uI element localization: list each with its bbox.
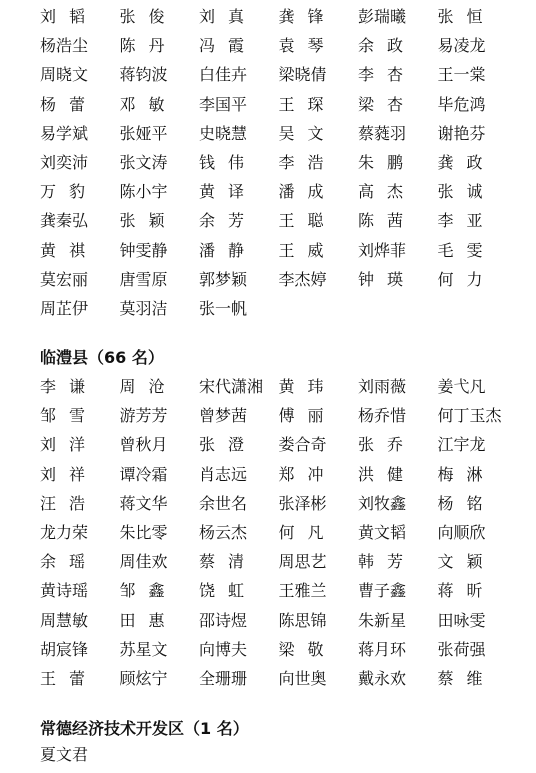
name-entry: 周佳欢	[119, 552, 168, 572]
name-entry: 张乔	[358, 435, 417, 455]
name-entry: 毕危鸿	[437, 94, 486, 114]
name-entry: 黄译	[199, 182, 258, 202]
name-entry: 郑冲	[278, 464, 337, 484]
name-entry: 刘真	[199, 7, 258, 26]
name-entry: 刘祥	[40, 464, 99, 484]
name-entry: 刘烨菲	[358, 240, 407, 260]
name-entry: 张一帆	[199, 298, 248, 318]
name-entry: 顾炫宁	[119, 668, 168, 688]
name-entry: 陈小宇	[119, 182, 168, 202]
name-entry: 张俊	[119, 7, 178, 26]
name-entry: 杨云杰	[199, 522, 248, 542]
name-entry: 梅淋	[437, 464, 496, 484]
name-entry: 刘洋	[40, 435, 99, 455]
name-entry: 王蕾	[40, 668, 99, 688]
name-entry: 周芷伊	[40, 298, 89, 318]
name-entry: 龚政	[437, 152, 496, 172]
name-entry: 陈茜	[358, 211, 417, 231]
name-entry: 蒋钧波	[119, 65, 168, 85]
name-entry: 余芳	[199, 211, 258, 231]
name-entry: 张诚	[437, 182, 496, 202]
section-heading-linli: 临澧县（66 名）	[40, 348, 164, 367]
name-entry: 张泽彬	[278, 493, 327, 513]
name-entry: 杨浩尘	[40, 36, 89, 56]
name-entry: 蔡维	[437, 668, 496, 688]
name-entry: 蒋文华	[119, 493, 168, 513]
name-entry: 唐雪原	[119, 269, 168, 289]
name-entry: 曾秋月	[119, 435, 168, 455]
name-entry: 夏文君	[40, 745, 89, 764]
name-entry: 梁杏	[358, 94, 417, 114]
name-entry: 莫宏丽	[40, 269, 89, 289]
name-entry: 黄玮	[278, 377, 337, 396]
name-entry: 龚秦弘	[40, 211, 89, 231]
name-grid-section-a	[40, 2, 517, 323]
name-entry: 周晓文	[40, 65, 89, 85]
name-entry: 刘雨薇	[358, 377, 407, 396]
name-entry: 何凡	[278, 522, 337, 542]
name-entry: 蒋昕	[437, 581, 496, 601]
name-entry: 何力	[437, 269, 496, 289]
name-entry: 姜弋凡	[437, 377, 486, 396]
name-entry: 龙力荣	[40, 522, 89, 542]
name-entry: 王聪	[278, 211, 337, 231]
name-entry: 黄诗瑶	[40, 581, 89, 601]
name-entry: 杨蕾	[40, 94, 99, 114]
name-entry: 李谦	[40, 377, 99, 396]
name-entry: 黄文韬	[358, 522, 407, 542]
name-entry: 蔡蕤羽	[358, 123, 407, 143]
name-entry: 余瑶	[40, 552, 99, 572]
name-entry: 潘成	[278, 182, 337, 202]
name-entry: 万豹	[40, 182, 99, 202]
name-entry: 王一棠	[437, 65, 486, 85]
name-entry: 刘牧鑫	[358, 493, 407, 513]
name-entry: 李亚	[437, 211, 496, 231]
name-entry: 胡宸锋	[40, 639, 89, 659]
name-entry: 蒋月环	[358, 639, 407, 659]
name-entry: 王雅兰	[278, 581, 327, 601]
name-entry: 张荷强	[437, 639, 486, 659]
name-entry: 黄祺	[40, 240, 99, 260]
name-entry: 洪健	[358, 464, 417, 484]
name-entry: 王威	[278, 240, 337, 260]
name-entry: 宋代潇湘	[199, 377, 264, 396]
name-entry: 莫羽洁	[119, 298, 168, 318]
name-entry: 陈丹	[119, 36, 178, 56]
name-entry: 龚锋	[278, 7, 337, 26]
name-entry: 吴文	[278, 123, 337, 143]
name-entry: 蔡清	[199, 552, 258, 572]
name-entry: 钱伟	[199, 152, 258, 172]
name-entry: 周慧敏	[40, 610, 89, 630]
name-entry: 高杰	[358, 182, 417, 202]
name-entry: 曹子鑫	[358, 581, 407, 601]
name-entry: 向博夫	[199, 639, 248, 659]
name-entry: 钟瑛	[358, 269, 417, 289]
name-entry: 何丁玉杰	[437, 406, 502, 426]
name-entry: 潘静	[199, 240, 258, 260]
name-entry: 谭冷霜	[119, 464, 168, 484]
name-entry: 钟雯静	[119, 240, 168, 260]
name-entry: 饶虹	[199, 581, 258, 601]
name-entry: 戴永欢	[358, 668, 407, 688]
name-entry: 刘奕沛	[40, 152, 89, 172]
name-entry: 刘韬	[40, 7, 99, 26]
name-entry: 全珊珊	[199, 668, 248, 688]
name-grid-linli	[40, 372, 517, 693]
name-entry: 朱鹏	[358, 152, 417, 172]
name-entry: 向世奥	[278, 668, 327, 688]
name-entry: 梁晓倩	[278, 65, 327, 85]
name-entry: 傅丽	[278, 406, 337, 426]
name-entry: 余世名	[199, 493, 248, 513]
name-entry: 张娅平	[119, 123, 168, 143]
name-entry: 朱比零	[119, 522, 168, 542]
name-entry: 韩芳	[358, 552, 417, 572]
name-entry: 肖志远	[199, 464, 248, 484]
name-entry: 毛雯	[437, 240, 496, 260]
name-entry: 汪浩	[40, 493, 99, 513]
name-entry: 袁琴	[278, 36, 337, 56]
name-entry: 邵诗煜	[199, 610, 248, 630]
name-entry: 游芳芳	[119, 406, 168, 426]
name-entry: 田咏雯	[437, 610, 486, 630]
name-entry: 郭梦颖	[199, 269, 248, 289]
name-entry: 李浩	[278, 152, 337, 172]
name-entry: 冯霞	[199, 36, 258, 56]
name-entry: 易学斌	[40, 123, 89, 143]
name-entry: 陈思锦	[278, 610, 327, 630]
name-grid-changde-econ-dev-zone	[40, 740, 517, 769]
name-entry: 彭瑞曦	[358, 7, 407, 26]
name-entry: 谢艳芬	[437, 123, 486, 143]
name-entry: 李杏	[358, 65, 417, 85]
name-entry: 白佳卉	[199, 65, 248, 85]
name-entry: 王琛	[278, 94, 337, 114]
name-entry: 苏星文	[119, 639, 168, 659]
name-entry: 向顺欣	[437, 522, 486, 542]
name-entry: 娄合奇	[278, 435, 327, 455]
name-entry: 易凌龙	[437, 36, 486, 56]
name-entry: 江宇龙	[437, 435, 486, 455]
name-entry: 邹雪	[40, 406, 99, 426]
name-entry: 邓敏	[119, 94, 178, 114]
name-entry: 周沧	[119, 377, 178, 396]
name-entry: 张颖	[119, 211, 178, 231]
name-entry: 李国平	[199, 94, 248, 114]
name-entry: 史晓慧	[199, 123, 248, 143]
name-entry: 余政	[358, 36, 417, 56]
name-entry: 梁敬	[278, 639, 337, 659]
name-entry: 曾梦茜	[199, 406, 248, 426]
name-entry: 杨铭	[437, 493, 496, 513]
name-entry: 周思艺	[278, 552, 327, 572]
name-entry: 文颖	[437, 552, 496, 572]
name-entry: 张恒	[437, 7, 496, 26]
name-entry: 杨乔惜	[358, 406, 407, 426]
name-entry: 李杰婷	[278, 269, 327, 289]
name-entry: 朱新星	[358, 610, 407, 630]
section-heading-changde-econ-dev-zone: 常德经济技术开发区（1 名）	[40, 719, 249, 738]
name-entry: 张澄	[199, 435, 258, 455]
name-entry: 田惠	[119, 610, 178, 630]
name-entry: 张文涛	[119, 152, 168, 172]
name-entry: 邹鑫	[119, 581, 178, 601]
